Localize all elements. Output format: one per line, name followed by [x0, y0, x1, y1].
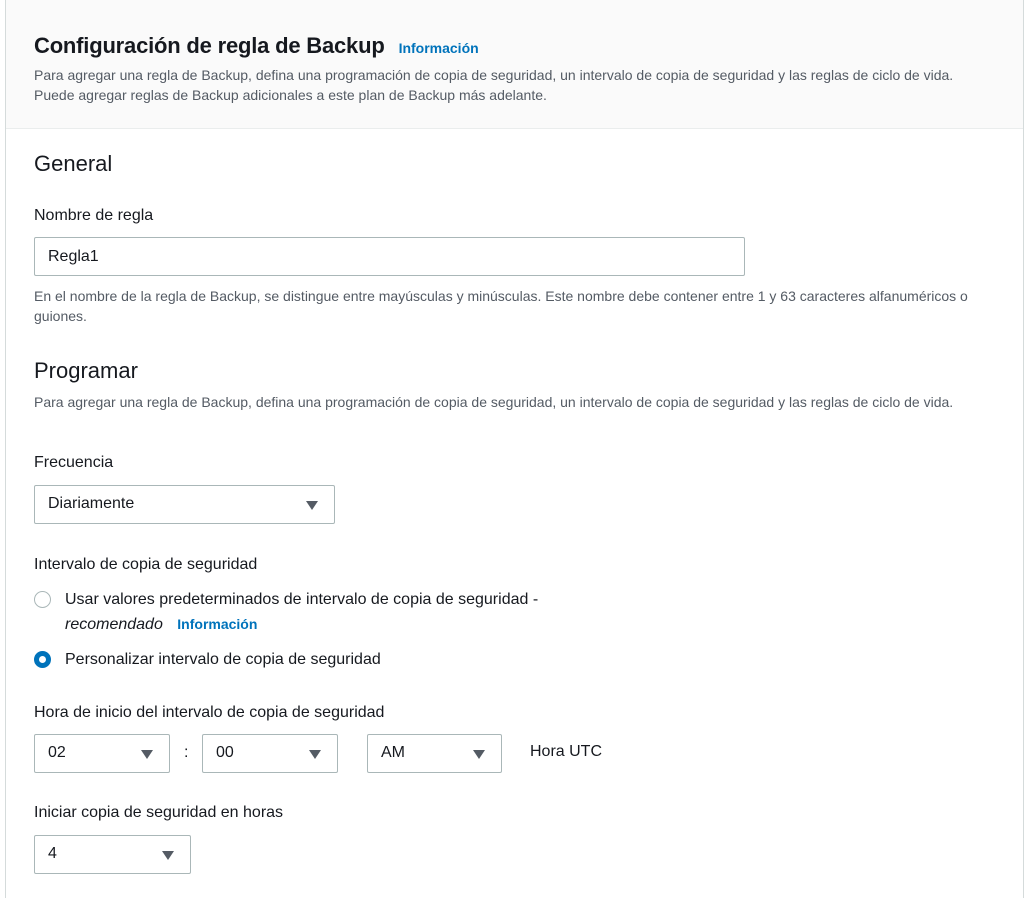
timezone-label: Hora UTC	[530, 743, 603, 760]
frequency-value: Diariamente	[48, 495, 135, 512]
radio-custom-window[interactable]	[34, 648, 381, 672]
start-within-select[interactable]	[34, 835, 191, 874]
radio-custom-label: Personalizar intervalo de copia de seguridad	[65, 651, 381, 668]
info-link[interactable]: Información	[398, 40, 479, 56]
chevron-down-icon	[473, 750, 485, 759]
frequency-label: Frecuencia	[34, 454, 114, 471]
rule-name-hint: En el nombre de la regla de Backup, se distingue entre mayúsculas y minúsculas. Este nombre debe contener entre 1 y 63 caracteres alfanuméricos o guiones.	[34, 288, 968, 324]
header-description: Para agregar una regla de Backup, defina una programación de copia de seguridad, un intervalo de copia de seguridad y las reglas de ciclo de vida. Puede agregar reglas de Backup adicionales a este plan de Backup más adelante.	[34, 67, 954, 103]
default-info-link[interactable]: Información	[177, 616, 258, 632]
chevron-down-icon	[306, 501, 318, 510]
radio-custom-circle[interactable]	[34, 651, 51, 668]
recommended-text: recomendado	[65, 616, 163, 633]
time-separator: :	[184, 744, 189, 761]
radio-default-window[interactable]	[34, 588, 538, 637]
chevron-down-icon	[309, 750, 321, 759]
frequency-select[interactable]	[34, 485, 335, 524]
hour-value: 02	[48, 744, 66, 761]
general-heading: General	[34, 151, 113, 176]
rule-name-input[interactable]	[34, 237, 745, 276]
ampm-value: AM	[381, 744, 405, 761]
radio-default-circle[interactable]	[34, 591, 51, 608]
title-row	[34, 33, 479, 59]
backup-rule-panel	[5, 0, 1024, 898]
start-within-label: Iniciar copia de seguridad en horas	[34, 804, 284, 821]
backup-window-label: Intervalo de copia de seguridad	[34, 556, 258, 573]
chevron-down-icon	[162, 851, 174, 860]
hour-select[interactable]	[34, 734, 170, 773]
start-within-value: 4	[48, 845, 57, 862]
radio-default-label	[65, 588, 538, 637]
schedule-heading: Programar	[34, 358, 138, 383]
minute-value: 00	[216, 744, 234, 761]
start-time-label: Hora de inicio del intervalo de copia de seguridad	[34, 704, 385, 721]
schedule-description: Para agregar una regla de Backup, defina una programación de copia de seguridad, un intervalo de copia de seguridad y las reglas de ciclo de vida.	[34, 394, 954, 410]
rule-name-label: Nombre de regla	[34, 207, 154, 224]
page-title: Configuración de regla de Backup	[34, 33, 385, 58]
minute-select[interactable]	[202, 734, 338, 773]
chevron-down-icon	[141, 750, 153, 759]
panel-header	[6, 0, 1023, 129]
ampm-select[interactable]	[367, 734, 502, 773]
radio-default-text: Usar valores predeterminados de intervalo de copia de seguridad -	[65, 591, 539, 608]
